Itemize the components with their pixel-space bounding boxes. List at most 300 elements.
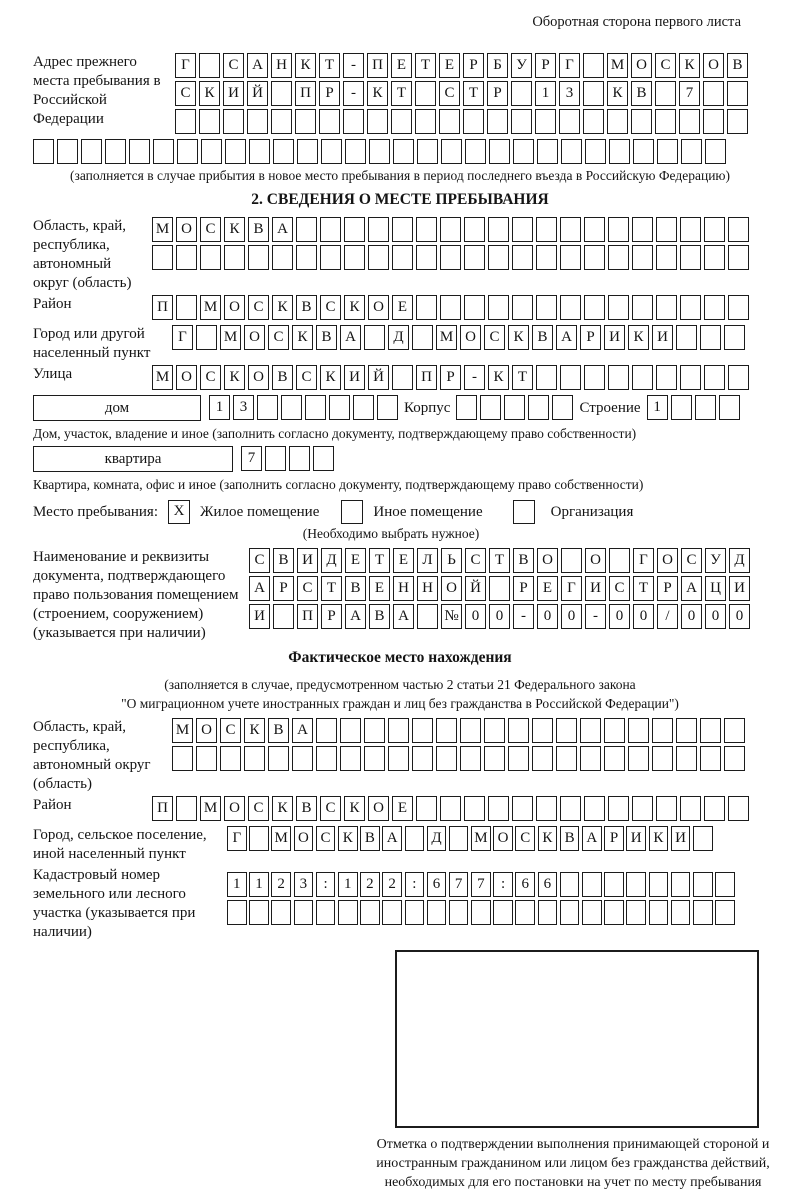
char-cell[interactable]: О: [196, 718, 217, 743]
char-cell[interactable]: 0: [681, 604, 702, 629]
char-cell[interactable]: 0: [609, 604, 630, 629]
char-cell[interactable]: [152, 245, 173, 270]
char-cell[interactable]: К: [628, 325, 649, 350]
char-cell[interactable]: М: [152, 365, 173, 390]
char-cell[interactable]: К: [488, 365, 509, 390]
char-cell[interactable]: Р: [487, 81, 508, 106]
char-cell[interactable]: 6: [538, 872, 558, 897]
char-cell[interactable]: [511, 109, 532, 134]
char-cell[interactable]: [632, 217, 653, 242]
char-cell[interactable]: [129, 139, 150, 164]
char-cell[interactable]: О: [631, 53, 652, 78]
char-cell[interactable]: [33, 139, 54, 164]
char-cell[interactable]: [680, 217, 701, 242]
char-cell[interactable]: [728, 796, 749, 821]
char-cell[interactable]: [535, 109, 556, 134]
char-cell[interactable]: [704, 245, 725, 270]
char-cell[interactable]: [633, 139, 654, 164]
char-cell[interactable]: 0: [465, 604, 486, 629]
char-cell[interactable]: В: [560, 826, 580, 851]
char-cell[interactable]: -: [513, 604, 534, 629]
char-cell[interactable]: Г: [633, 548, 654, 573]
char-cell[interactable]: [415, 109, 436, 134]
char-cell[interactable]: О: [224, 295, 245, 320]
char-cell[interactable]: К: [244, 718, 265, 743]
char-cell[interactable]: [560, 900, 580, 925]
char-cell[interactable]: [584, 217, 605, 242]
char-cell[interactable]: [220, 746, 241, 771]
char-cell[interactable]: О: [368, 295, 389, 320]
char-cell[interactable]: [652, 746, 673, 771]
char-cell[interactable]: [416, 796, 437, 821]
char-cell[interactable]: 3: [233, 395, 254, 420]
char-cell[interactable]: [249, 826, 269, 851]
char-cell[interactable]: [582, 872, 602, 897]
char-cell[interactable]: М: [607, 53, 628, 78]
char-cell[interactable]: К: [199, 81, 220, 106]
char-cell[interactable]: Р: [273, 576, 294, 601]
char-cell[interactable]: К: [344, 295, 365, 320]
char-cell[interactable]: [449, 900, 469, 925]
char-cell[interactable]: [604, 746, 625, 771]
char-cell[interactable]: [528, 395, 549, 420]
char-cell[interactable]: К: [224, 365, 245, 390]
char-cell[interactable]: /: [657, 604, 678, 629]
char-cell[interactable]: К: [607, 81, 628, 106]
char-cell[interactable]: [560, 796, 581, 821]
char-cell[interactable]: [460, 718, 481, 743]
char-cell[interactable]: С: [249, 548, 270, 573]
char-cell[interactable]: И: [729, 576, 750, 601]
char-cell[interactable]: К: [367, 81, 388, 106]
char-cell[interactable]: [268, 746, 289, 771]
char-cell[interactable]: [556, 718, 577, 743]
char-cell[interactable]: [415, 81, 436, 106]
char-cell[interactable]: 0: [633, 604, 654, 629]
char-cell[interactable]: [511, 81, 532, 106]
char-cell[interactable]: [607, 109, 628, 134]
char-cell[interactable]: [626, 872, 646, 897]
char-cell[interactable]: [608, 796, 629, 821]
char-cell[interactable]: В: [360, 826, 380, 851]
char-cell[interactable]: [704, 365, 725, 390]
char-cell[interactable]: [393, 139, 414, 164]
char-cell[interactable]: В: [296, 796, 317, 821]
char-cell[interactable]: [464, 245, 485, 270]
char-cell[interactable]: [728, 245, 749, 270]
char-cell[interactable]: П: [295, 81, 316, 106]
char-cell[interactable]: [247, 109, 268, 134]
char-cell[interactable]: [244, 746, 265, 771]
char-cell[interactable]: [538, 900, 558, 925]
char-cell[interactable]: М: [220, 325, 241, 350]
char-cell[interactable]: С: [268, 325, 289, 350]
char-cell[interactable]: Р: [513, 576, 534, 601]
char-cell[interactable]: [608, 245, 629, 270]
char-cell[interactable]: О: [224, 796, 245, 821]
char-cell[interactable]: А: [247, 53, 268, 78]
char-cell[interactable]: Т: [321, 576, 342, 601]
char-cell[interactable]: В: [268, 718, 289, 743]
char-cell[interactable]: [704, 217, 725, 242]
char-cell[interactable]: 2: [360, 872, 380, 897]
char-cell[interactable]: [364, 718, 385, 743]
char-cell[interactable]: [177, 139, 198, 164]
checkbox-organization[interactable]: [513, 500, 535, 524]
char-cell[interactable]: [200, 245, 221, 270]
char-cell[interactable]: К: [292, 325, 313, 350]
char-cell[interactable]: [512, 295, 533, 320]
char-cell[interactable]: Е: [369, 576, 390, 601]
char-cell[interactable]: 1: [249, 872, 269, 897]
char-cell[interactable]: [585, 139, 606, 164]
char-cell[interactable]: К: [320, 365, 341, 390]
char-cell[interactable]: [700, 718, 721, 743]
char-cell[interactable]: Д: [388, 325, 409, 350]
char-cell[interactable]: [681, 139, 702, 164]
char-cell[interactable]: О: [244, 325, 265, 350]
char-cell[interactable]: [680, 245, 701, 270]
char-cell[interactable]: [608, 217, 629, 242]
char-cell[interactable]: С: [297, 576, 318, 601]
char-cell[interactable]: [728, 217, 749, 242]
char-cell[interactable]: [604, 718, 625, 743]
char-cell[interactable]: И: [249, 604, 270, 629]
char-cell[interactable]: [559, 109, 580, 134]
char-cell[interactable]: [405, 900, 425, 925]
char-cell[interactable]: [176, 796, 197, 821]
char-cell[interactable]: 0: [705, 604, 726, 629]
char-cell[interactable]: Ц: [705, 576, 726, 601]
char-cell[interactable]: [340, 746, 361, 771]
char-cell[interactable]: И: [344, 365, 365, 390]
char-cell[interactable]: [369, 139, 390, 164]
char-cell[interactable]: [656, 295, 677, 320]
char-cell[interactable]: Д: [427, 826, 447, 851]
char-cell[interactable]: [464, 796, 485, 821]
char-cell[interactable]: [561, 548, 582, 573]
char-cell[interactable]: [364, 746, 385, 771]
char-cell[interactable]: [392, 245, 413, 270]
char-cell[interactable]: [316, 718, 337, 743]
char-cell[interactable]: 3: [559, 81, 580, 106]
char-cell[interactable]: [705, 139, 726, 164]
char-cell[interactable]: [313, 446, 334, 471]
char-cell[interactable]: [536, 796, 557, 821]
char-cell[interactable]: Н: [393, 576, 414, 601]
char-cell[interactable]: [488, 796, 509, 821]
char-cell[interactable]: М: [271, 826, 291, 851]
char-cell[interactable]: [609, 548, 630, 573]
char-cell[interactable]: А: [345, 604, 366, 629]
char-cell[interactable]: [695, 395, 716, 420]
char-cell[interactable]: [727, 109, 748, 134]
char-cell[interactable]: И: [223, 81, 244, 106]
char-cell[interactable]: [297, 139, 318, 164]
char-cell[interactable]: [655, 109, 676, 134]
char-cell[interactable]: [153, 139, 174, 164]
char-cell[interactable]: [584, 796, 605, 821]
char-cell[interactable]: [321, 139, 342, 164]
char-cell[interactable]: [344, 217, 365, 242]
char-cell[interactable]: [724, 718, 745, 743]
char-cell[interactable]: А: [272, 217, 293, 242]
char-cell[interactable]: Й: [368, 365, 389, 390]
char-cell[interactable]: [583, 81, 604, 106]
char-cell[interactable]: [105, 139, 126, 164]
char-cell[interactable]: [257, 395, 278, 420]
char-cell[interactable]: Р: [604, 826, 624, 851]
char-cell[interactable]: [441, 139, 462, 164]
char-cell[interactable]: Р: [440, 365, 461, 390]
char-cell[interactable]: [652, 718, 673, 743]
char-cell[interactable]: [628, 718, 649, 743]
char-cell[interactable]: 6: [427, 872, 447, 897]
char-cell[interactable]: [676, 746, 697, 771]
char-cell[interactable]: В: [631, 81, 652, 106]
char-cell[interactable]: О: [248, 365, 269, 390]
char-cell[interactable]: [537, 139, 558, 164]
char-cell[interactable]: О: [493, 826, 513, 851]
char-cell[interactable]: 7: [471, 872, 491, 897]
char-cell[interactable]: К: [338, 826, 358, 851]
char-cell[interactable]: [412, 325, 433, 350]
char-cell[interactable]: [719, 395, 740, 420]
char-cell[interactable]: [715, 900, 735, 925]
char-cell[interactable]: 2: [271, 872, 291, 897]
char-cell[interactable]: Л: [417, 548, 438, 573]
char-cell[interactable]: [632, 295, 653, 320]
char-cell[interactable]: 7: [449, 872, 469, 897]
char-cell[interactable]: [338, 900, 358, 925]
char-cell[interactable]: С: [681, 548, 702, 573]
char-cell[interactable]: [199, 53, 220, 78]
char-cell[interactable]: И: [626, 826, 646, 851]
char-cell[interactable]: 3: [294, 872, 314, 897]
char-cell[interactable]: У: [511, 53, 532, 78]
char-cell[interactable]: В: [513, 548, 534, 573]
char-cell[interactable]: [295, 109, 316, 134]
char-cell[interactable]: [604, 900, 624, 925]
char-cell[interactable]: [580, 746, 601, 771]
char-cell[interactable]: А: [393, 604, 414, 629]
char-cell[interactable]: 0: [561, 604, 582, 629]
char-cell[interactable]: [532, 746, 553, 771]
char-cell[interactable]: В: [248, 217, 269, 242]
char-cell[interactable]: [560, 245, 581, 270]
char-cell[interactable]: [440, 796, 461, 821]
char-cell[interactable]: [343, 109, 364, 134]
char-cell[interactable]: К: [508, 325, 529, 350]
char-cell[interactable]: [632, 245, 653, 270]
char-cell[interactable]: [493, 900, 513, 925]
char-cell[interactable]: -: [343, 53, 364, 78]
char-cell[interactable]: [273, 139, 294, 164]
char-cell[interactable]: С: [316, 826, 336, 851]
char-cell[interactable]: С: [223, 53, 244, 78]
char-cell[interactable]: С: [484, 325, 505, 350]
char-cell[interactable]: Т: [415, 53, 436, 78]
char-cell[interactable]: В: [369, 604, 390, 629]
char-cell[interactable]: [700, 325, 721, 350]
char-cell[interactable]: [560, 217, 581, 242]
char-cell[interactable]: [463, 109, 484, 134]
char-cell[interactable]: В: [532, 325, 553, 350]
char-cell[interactable]: [271, 109, 292, 134]
char-cell[interactable]: [412, 746, 433, 771]
char-cell[interactable]: [561, 139, 582, 164]
char-cell[interactable]: Р: [463, 53, 484, 78]
char-cell[interactable]: К: [649, 826, 669, 851]
char-cell[interactable]: [584, 295, 605, 320]
char-cell[interactable]: [724, 746, 745, 771]
char-cell[interactable]: [704, 295, 725, 320]
char-cell[interactable]: Т: [391, 81, 412, 106]
char-cell[interactable]: [249, 900, 269, 925]
char-cell[interactable]: М: [172, 718, 193, 743]
char-cell[interactable]: Т: [369, 548, 390, 573]
char-cell[interactable]: С: [175, 81, 196, 106]
char-cell[interactable]: О: [441, 576, 462, 601]
char-cell[interactable]: №: [441, 604, 462, 629]
char-cell[interactable]: [489, 576, 510, 601]
char-cell[interactable]: А: [249, 576, 270, 601]
char-cell[interactable]: С: [609, 576, 630, 601]
char-cell[interactable]: Г: [172, 325, 193, 350]
char-cell[interactable]: И: [671, 826, 691, 851]
char-cell[interactable]: В: [273, 548, 294, 573]
char-cell[interactable]: [440, 245, 461, 270]
char-cell[interactable]: [671, 872, 691, 897]
char-cell[interactable]: Й: [465, 576, 486, 601]
char-cell[interactable]: [556, 746, 577, 771]
char-cell[interactable]: [465, 139, 486, 164]
char-cell[interactable]: [560, 872, 580, 897]
char-cell[interactable]: С: [655, 53, 676, 78]
char-cell[interactable]: К: [224, 217, 245, 242]
char-cell[interactable]: К: [272, 796, 293, 821]
char-cell[interactable]: [693, 826, 713, 851]
char-cell[interactable]: [416, 217, 437, 242]
char-cell[interactable]: [248, 245, 269, 270]
char-cell[interactable]: [364, 325, 385, 350]
char-cell[interactable]: [632, 365, 653, 390]
checkbox-other-premises[interactable]: [341, 500, 363, 524]
char-cell[interactable]: К: [295, 53, 316, 78]
char-cell[interactable]: М: [436, 325, 457, 350]
char-cell[interactable]: И: [604, 325, 625, 350]
char-cell[interactable]: [405, 826, 425, 851]
char-cell[interactable]: [427, 900, 447, 925]
char-cell[interactable]: Е: [345, 548, 366, 573]
char-cell[interactable]: [488, 295, 509, 320]
char-cell[interactable]: [631, 109, 652, 134]
char-cell[interactable]: Р: [535, 53, 556, 78]
char-cell[interactable]: [515, 900, 535, 925]
char-cell[interactable]: С: [200, 217, 221, 242]
char-cell[interactable]: [196, 746, 217, 771]
char-cell[interactable]: Р: [657, 576, 678, 601]
char-cell[interactable]: [728, 365, 749, 390]
char-cell[interactable]: 7: [241, 446, 262, 471]
char-cell[interactable]: Й: [247, 81, 268, 106]
char-cell[interactable]: [583, 109, 604, 134]
char-cell[interactable]: [608, 365, 629, 390]
char-cell[interactable]: [679, 109, 700, 134]
char-cell[interactable]: Е: [391, 53, 412, 78]
char-cell[interactable]: [464, 217, 485, 242]
char-cell[interactable]: Е: [392, 796, 413, 821]
char-cell[interactable]: В: [345, 576, 366, 601]
char-cell[interactable]: Р: [321, 604, 342, 629]
char-cell[interactable]: [656, 365, 677, 390]
checkbox-residential[interactable]: X: [168, 500, 190, 524]
char-cell[interactable]: [416, 245, 437, 270]
char-cell[interactable]: [439, 109, 460, 134]
char-cell[interactable]: С: [320, 295, 341, 320]
char-cell[interactable]: [392, 217, 413, 242]
char-cell[interactable]: [649, 872, 669, 897]
char-cell[interactable]: [584, 365, 605, 390]
char-cell[interactable]: [320, 245, 341, 270]
char-cell[interactable]: [560, 365, 581, 390]
char-cell[interactable]: [680, 796, 701, 821]
char-cell[interactable]: [417, 604, 438, 629]
char-cell[interactable]: [223, 109, 244, 134]
char-cell[interactable]: [582, 900, 602, 925]
char-cell[interactable]: [676, 325, 697, 350]
char-cell[interactable]: [724, 325, 745, 350]
char-cell[interactable]: [480, 395, 501, 420]
char-cell[interactable]: О: [368, 796, 389, 821]
char-cell[interactable]: [319, 109, 340, 134]
char-cell[interactable]: [344, 245, 365, 270]
char-cell[interactable]: [704, 796, 725, 821]
char-cell[interactable]: Н: [417, 576, 438, 601]
char-cell[interactable]: 6: [515, 872, 535, 897]
char-cell[interactable]: Е: [392, 295, 413, 320]
char-cell[interactable]: [271, 900, 291, 925]
char-cell[interactable]: С: [220, 718, 241, 743]
char-cell[interactable]: [604, 872, 624, 897]
char-cell[interactable]: Е: [439, 53, 460, 78]
char-cell[interactable]: [609, 139, 630, 164]
char-cell[interactable]: [471, 900, 491, 925]
char-cell[interactable]: [392, 365, 413, 390]
char-cell[interactable]: [513, 139, 534, 164]
char-cell[interactable]: 1: [338, 872, 358, 897]
char-cell[interactable]: [199, 109, 220, 134]
char-cell[interactable]: [224, 245, 245, 270]
char-cell[interactable]: С: [515, 826, 535, 851]
char-cell[interactable]: [265, 446, 286, 471]
char-cell[interactable]: [305, 395, 326, 420]
char-cell[interactable]: [412, 718, 433, 743]
char-cell[interactable]: [272, 245, 293, 270]
char-cell[interactable]: Т: [633, 576, 654, 601]
char-cell[interactable]: [368, 245, 389, 270]
char-cell[interactable]: О: [657, 548, 678, 573]
char-cell[interactable]: С: [465, 548, 486, 573]
char-cell[interactable]: С: [200, 365, 221, 390]
char-cell[interactable]: У: [705, 548, 726, 573]
char-cell[interactable]: 1: [227, 872, 247, 897]
char-cell[interactable]: [464, 295, 485, 320]
char-cell[interactable]: [382, 900, 402, 925]
char-cell[interactable]: А: [340, 325, 361, 350]
char-cell[interactable]: [176, 295, 197, 320]
char-cell[interactable]: [703, 109, 724, 134]
